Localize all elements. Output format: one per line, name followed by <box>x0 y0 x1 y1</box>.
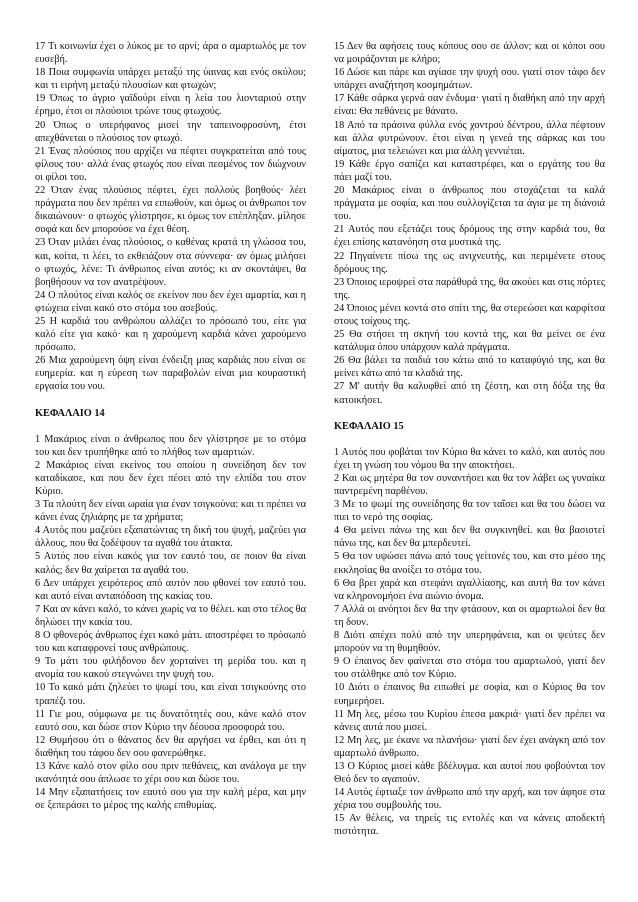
verse: 24 Όποιος μένει κοντά στο σπίτι της, θα στερεώσει και καρφίτσα στους τοίχους της. <box>334 302 605 327</box>
verse: 19 Κάθε έργο σαπίζει και καταστρέφει, και ο εργάτης του θα πάει μαζί του. <box>334 158 605 183</box>
verse: 4 Θα μείνει πάνω της και δεν θα συγκινηθεί. και θα βασιστεί πάνω της, και δεν θα μπερδευτεί. <box>334 525 605 550</box>
chapter-heading: ΚΕΦΑΛΑΙΟ 15 <box>334 420 404 432</box>
verse: 7 Αλλά οι ανόητοι δεν θα την φτάσουν, και οι αμαρτωλοί δεν θα τη δουν. <box>334 603 605 628</box>
verse: 21 Ένας πλούσιος που αρχίζει να πέφτει συγκρατείται από τους φίλους του· αλλά ένας φτωχός που είναι πεσμένος τον διώχνουν οι φίλοι του. <box>35 145 306 183</box>
verse: 3 Τα πλούτη δεν είναι ωραία για έναν τσιγκούνα: και τι πρέπει να κάνει ένας ζηλιάρης με τα χρήματα; <box>35 499 306 524</box>
verse: 20 Μακάριος είναι ο άνθρωπος που στοχάζεται τα καλά πράγματα με σοφία, και που συλλογίζεται τα άγια με τη διάνοιά του. <box>334 185 605 223</box>
verse: 13 Κάνε καλό στον φίλο σου πριν πεθάνεις, και ανάλογα με την ικανότητά σου άπλωσε το χέρι σου και δώσε του. <box>35 760 306 786</box>
verse: 15 Δεν θα αφήσεις τους κόπους σου σε άλλον; και οι κόποι σου να μοιράζονται με κλήρο; <box>334 41 605 66</box>
verse: 24 Ο πλούτος είναι καλός σε εκείνον που δεν έχει αμαρτία, και η φτώχεια είναι κακό στο στόμα του ασεβούς. <box>35 289 306 314</box>
verse: 22 Πηγαίνετε πίσω της ως ανιχνευτής, και περιμένετε στους δρόμους της. <box>334 250 605 275</box>
verse: 5 Αυτός που είναι κακός για τον εαυτό του, σε ποιον θα είναι καλός; δεν θα χαίρεται τα αγαθά του. <box>35 551 306 576</box>
verse: 9 Ο έπαινος δεν φαίνεται στο στόμα του αμαρτωλού, γιατί δεν του στάλθηκε από τον Κύριο. <box>334 656 605 681</box>
verse: 6 Θα βρει χαρά και στεφάνι αγαλλίασης, και αυτή θα τον κάνει να κληρονομήσει ένα αιώνιο όνομα. <box>334 577 605 602</box>
verse: 18 Από τα πράσινα φύλλα ενός χοντρού δέντρου, άλλα πέφτουν και άλλα φυτρώνουν. έτσι είναι η γενεά της σάρκας και του αίματος, μια τελειώνει και μια άλλη γεννιέται. <box>334 119 605 157</box>
verse: 16 Δώσε και πάρε και αγίασε την ψυχή σου. γιατί στον τάφο δεν υπάρχει αναζήτηση κοσμημάτων. <box>334 67 605 92</box>
verse: 7 Και αν κάνει καλό, το κάνει χωρίς να το θέλει. και στο τέλος θα δηλώσει την κακία του. <box>35 603 306 628</box>
chapter-heading: ΚΕΦΑΛΑΙΟ 14 <box>35 407 105 419</box>
verse: 11 Μη λες, μέσω του Κυρίου έπεσα μακριά· γιατί δεν πρέπει να κάνεις αυτά που μισεί. <box>334 708 605 733</box>
verse: 1 Αυτός που φοβάται τον Κύριο θα κάνει το καλό, και αυτός που έχει τη γνώση του νόμου θα την αποκτήσει. <box>334 446 605 471</box>
verse: 23 Όποιος ιεροψρεί στα παράθυρά της, θα ακούει και στις πόρτες της. <box>334 276 605 301</box>
verse: 26 Θα βάλει τα παιδιά του κάτω από το καταφύγιό της, και θα μείνει κάτω από τα κλαδιά της. <box>334 355 605 380</box>
verse: 25 Θα στήσει τη σκηνή του κοντά της, και θα μείνει σε ένα κατάλυμα όπου υπάρχουν καλά πράγματα. <box>334 329 605 354</box>
verse: 19 Όπως το άγριο γαϊδούρι είναι η λεία του λιονταριού στην έρημο, έτσι οι πλούσιοι τρώνε τους φτωχούς. <box>35 93 306 118</box>
verse: 11 Γιε μου, σύμφωνα με τις δυνατότητές σου, κάνε καλό στον εαυτό σου, και δώσε στον Κύριο την δέουσα προσφορά του. <box>35 708 306 733</box>
verse: 22 Όταν ένας πλούσιος πέφτει, έχει πολλούς βοηθούς· λέει πράγματα που δεν πρέπει να ειπωθούν, και όμως οι άνθρωποι τον δικαιώνουν· ο φτωχός γλίστρησε, κι όμως τον επέπληξαν. μίλησε σοφά και δεν μπορούσε να έχει θέση. <box>35 185 306 236</box>
verse: 9 Το μάτι του φιλήδονου δεν χορταίνει τη μερίδα του. και η ανομία του κακού στεγνώνει την ψυχή του. <box>35 656 306 681</box>
verse: 25 Η καρδιά του ανθρώπου αλλάζει το πρόσωπό του, είτε για καλό είτε για κακό· και η χαρούμενη καρδιά κάνει χαρούμενο πρόσωπο. <box>35 315 306 354</box>
verse: 27 Μ' αυτήν θα καλυφθεί από τη ζέστη, και στη δόξα της θα κατοικήσει. <box>334 381 605 406</box>
verse: 6 Δεν υπάρχει χειρότερος από αυτόν που φθονεί τον εαυτό του. και αυτό είναι ανταπόδοση της κακίας του. <box>35 577 306 602</box>
verse: 8 Διότι απέχει πολύ από την υπερηφάνεια, και οι ψεύτες δεν μπορούν να τη θυμηθούν. <box>334 630 605 655</box>
left-column <box>35 40 306 902</box>
verse: 18 Ποια συμφωνία υπάρχει μεταξύ της ύαινας και ενός σκύλου; και τι ειρήνη μεταξύ πλουσίων και φτωχών; <box>35 67 306 92</box>
right-column <box>334 40 605 902</box>
verse: 10 Διότι ο έπαινος θα ειπωθεί με σοφία, και ο Κύριος θα τον ευημερήσει. <box>334 682 605 707</box>
verse: 23 Όταν μιλάει ένας πλούσιος, ο καθένας κρατά τη γλώσσα του, και, κοίτα, τι λέει, το εκθειάζουν στα σύννεφα· αν όμως μιλήσει ο φτωχός, λένε: Τι άνθρωπος είναι αυτός; κι αν σκοντάψει, θα βοηθήσουν να τον ανατρέψουν. <box>35 237 306 288</box>
verse: 3 Με το ψωμί της συνείδησης θα τον ταΐσει και θα του δώσει να πιει το νερό της σοφίας. <box>334 499 605 524</box>
verse: 20 Όπως ο υπερήφανος μισεί την ταπεινοφροσύνη, έτσι απεχθάνεται ο πλούσιος τον φτωχό. <box>35 119 306 144</box>
verse: 5 Θα τον υψώσει πάνω από τους γείτονές του, και στο μέσο της εκκλησίας θα ανοίξει το στόμα του. <box>334 551 605 576</box>
verse: 12 Μη λες, με έκανε να πλανήσω· γιατί δεν έχει ανάγκη από τον αμαρτωλό άνθρωπο. <box>334 734 605 759</box>
verse: 4 Αυτός που μαζεύει εξαπατώντας τη δική του ψυχή, μαζεύει για άλλους, που θα ξοδέψουν τα αγαθά του άτακτα. <box>35 525 306 550</box>
verse: 10 Το κακό μάτι ζηλεύει το ψωμί του, και είναι τσιγκούνης στο τραπέζι του. <box>35 682 306 707</box>
verse: 26 Μια χαρούμενη όψη είναι ένδειξη μιας καρδιάς που είναι σε ευημερία. και η εύρεση των παραβολών είναι μια κουραστική εργασία του νου. <box>35 355 306 393</box>
verse: 2 Και ως μητέρα θα τον συναντήσει και θα τον λάβει ως γυναίκα παντρεμένη παρθένου. <box>334 472 605 497</box>
verse: 15 Αν θέλεις, να τηρείς τις εντολές και να κάνεις αποδεκτή πιστότητα. <box>334 813 605 838</box>
verse: 17 Τι κοινωνία έχει ο λύκος με το αρνί; άρα ο αμαρτωλός με τον ευσεβή. <box>35 41 306 66</box>
verse: 21 Αυτός που εξετάζει τους δρόμους της στην καρδιά του, θα έχει επίσης κατανόηση στα μυστικά της. <box>334 224 605 249</box>
verse: 17 Κάθε σάρκα γερνά σαν ένδυμα· γιατί η διαθήκη από την αρχή είναι: Θα πεθάνεις με θάνατο. <box>334 93 605 118</box>
verse: 12 Θυμήσου ότι ο θάνατος δεν θα αργήσει να έρθει, και ότι η διαθήκη του τάφου δεν σου φανερώθηκε. <box>35 734 306 759</box>
verse: 14 Μην εξαπατήσεις τον εαυτό σου για την καλή μέρα, και μην σε ξεπεράσει το μέρος της καλής επιθυμίας. <box>35 787 306 812</box>
verse: 1 Μακάριος είναι ο άνθρωπος που δεν γλίστρησε με το στόμα του και δεν τρυπήθηκε από το πλήθος των αμαρτιών. <box>35 433 306 458</box>
verse: 13 Ο Κύριος μισεί κάθε βδέλυγμα. και αυτοί που φοβούνται τον Θεό δεν το αγαπούν. <box>334 760 605 786</box>
verse: 8 Ο φθονερός άνθρωπος έχει κακό μάτι. αποστρέφει το πρόσωπό του και καταφρονεί τους ανθρώπους. <box>35 630 306 655</box>
verse: 14 Αυτός έφτιαξε τον άνθρωπο από την αρχή, και τον άφησε στα χέρια του συμβουλής του. <box>334 787 605 812</box>
verse: 2 Μακάριος είναι εκείνος του οποίου η συνείδηση δεν τον καταδίκασε, και που δεν έχει πέσει από την ελπίδα του στον Κύριο. <box>35 459 306 497</box>
